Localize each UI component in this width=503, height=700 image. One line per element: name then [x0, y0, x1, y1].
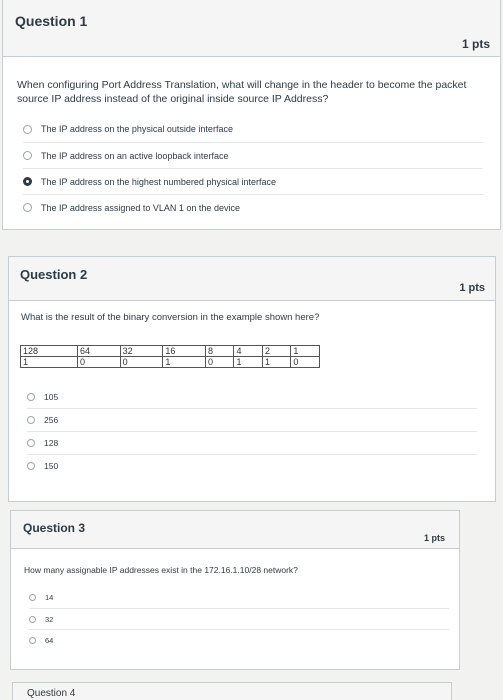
- answer-option[interactable]: [27, 385, 477, 408]
- question-1-card: [2, 0, 501, 230]
- place-value: 1: [291, 346, 320, 357]
- place-value: 4: [234, 346, 262, 357]
- question-2-header: [9, 257, 495, 301]
- answer-option[interactable]: [27, 408, 477, 431]
- answer-label: The IP address on an active loopback interface: [41, 150, 229, 161]
- answer-option[interactable]: [29, 629, 449, 650]
- answer-label: 105: [44, 391, 59, 402]
- question-4-card: [12, 682, 452, 700]
- answer-option[interactable]: [23, 168, 483, 194]
- answer-label: 64: [45, 635, 54, 645]
- radio-button[interactable]: [29, 594, 36, 601]
- bit-value: 0: [291, 357, 320, 368]
- binary-header-row: [21, 346, 320, 357]
- answer-option[interactable]: [29, 608, 449, 629]
- place-value: 16: [163, 346, 206, 357]
- radio-button[interactable]: [27, 393, 35, 401]
- bit-value: 0: [120, 357, 163, 368]
- question-2-title: Question 2: [20, 267, 88, 282]
- question-3-header: [11, 511, 459, 549]
- place-value: 32: [120, 346, 163, 357]
- bit-value: 1: [163, 357, 206, 368]
- radio-button[interactable]: [23, 151, 32, 160]
- binary-bit-row: [21, 357, 320, 368]
- binary-table: [20, 345, 320, 368]
- radio-button[interactable]: [27, 462, 35, 470]
- place-value: 2: [262, 346, 290, 357]
- answer-label: The IP address assigned to VLAN 1 on the device: [41, 202, 240, 213]
- place-value: 64: [77, 346, 120, 357]
- bit-value: 0: [77, 357, 120, 368]
- question-3-card: [10, 510, 460, 670]
- bit-value: 1: [21, 357, 78, 368]
- radio-button-selected[interactable]: [23, 177, 32, 186]
- question-3-points: 1 pts: [424, 533, 446, 543]
- question-1-header: [3, 0, 500, 57]
- radio-button[interactable]: [23, 203, 32, 212]
- answer-option[interactable]: [27, 431, 477, 454]
- bit-value: 1: [262, 357, 290, 368]
- place-value: 128: [21, 346, 78, 357]
- answer-label: 14: [45, 593, 54, 602]
- question-3-text: How many assignable IP addresses exist in the 172.16.1.10/28 network?: [24, 565, 298, 575]
- answer-label: The IP address on the physical outside interface: [41, 124, 233, 134]
- place-value: 8: [206, 346, 234, 357]
- question-3-title: Question 3: [23, 521, 86, 535]
- radio-button[interactable]: [29, 616, 36, 623]
- question-2-text: What is the result of the binary conversion in the example shown here?: [21, 312, 320, 323]
- answer-label: 32: [45, 614, 54, 624]
- answer-option[interactable]: [29, 587, 449, 608]
- radio-button[interactable]: [27, 416, 35, 424]
- radio-button[interactable]: [23, 125, 32, 134]
- question-1-answers: [23, 116, 483, 220]
- question-4-title: Question 4: [27, 688, 76, 699]
- question-1-title: Question 1: [15, 13, 88, 29]
- answer-label: The IP address on the highest numbered physical interface: [41, 176, 276, 187]
- bit-value: 0: [206, 357, 234, 368]
- question-1-points: 1 pts: [461, 37, 490, 51]
- answer-label: 128: [44, 438, 59, 448]
- answer-label: 150: [44, 461, 59, 471]
- answer-option[interactable]: [27, 454, 477, 477]
- question-1-text: When configuring Port Address Translation, what will change in the header to become the packet source IP address instead of the original inside source IP Address?: [17, 79, 467, 106]
- answer-option[interactable]: [23, 142, 483, 168]
- radio-button[interactable]: [27, 439, 35, 447]
- bit-value: 1: [234, 357, 262, 368]
- question-2-points: 1 pts: [459, 282, 485, 294]
- question-3-answers: [29, 587, 449, 650]
- radio-button[interactable]: [29, 637, 36, 644]
- question-2-answers: [27, 385, 477, 477]
- answer-label: 256: [44, 415, 59, 425]
- answer-option[interactable]: [23, 194, 483, 220]
- question-2-card: [8, 256, 496, 502]
- answer-option[interactable]: [23, 116, 483, 142]
